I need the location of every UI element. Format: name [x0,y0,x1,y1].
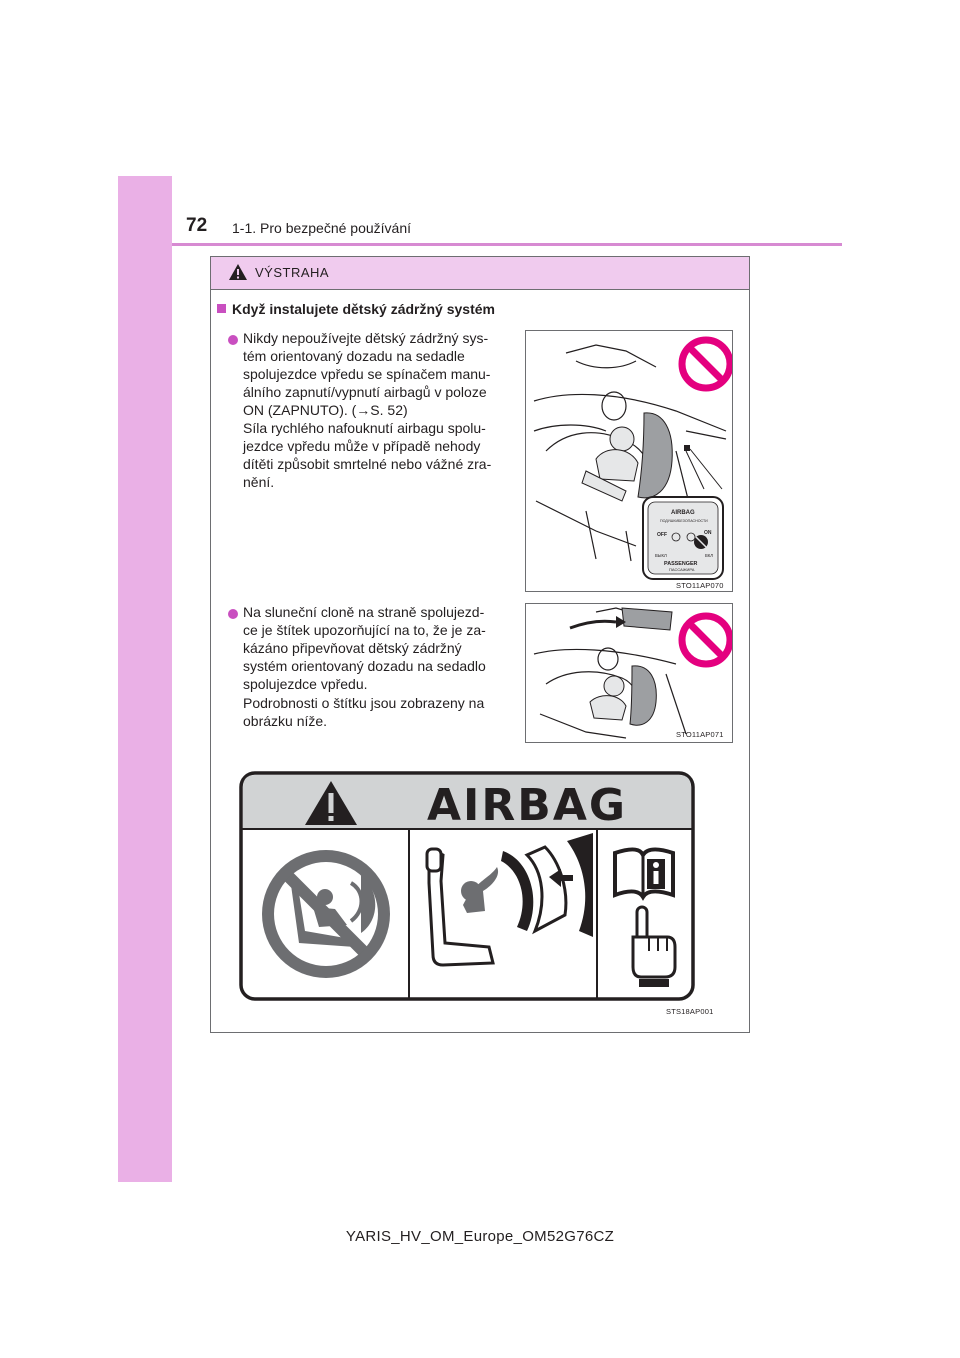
text-line: spolujezdce vpředu. [243,676,368,692]
warning-title: VÝSTRAHA [255,265,330,280]
text-line: tém orientovaný dozadu na sedadle [243,348,465,364]
prohibition-icon [682,340,730,388]
text-line: systém orientovaný dozadu na sedadlo [243,658,486,674]
text-line: nění. [243,474,275,490]
square-bullet-icon [217,304,226,313]
header-rule [172,243,842,246]
bullet-dot-icon [228,335,238,345]
figure-airbag-switch [525,330,733,592]
bullet-1-text [243,329,516,491]
text-line: ce je štítek upozorňující na to, že je za- [243,622,486,638]
warning-subheading [217,301,495,317]
switch-passenger-ru-text: ПАССАЖИРА [669,567,695,572]
figure-code: STO11AP070 [676,581,724,590]
page-number: 72 [186,215,208,236]
text-line: jezdce vpředu může v případě nehody [243,438,481,454]
airbag-warning-label [239,771,695,1001]
section-title: 1-1. Pro bezpečné používání [232,220,412,236]
switch-passenger-text: PASSENGER [664,561,698,567]
no-child-seat-icon [262,850,390,978]
text-line: Síla rychlého nafouknutí airbagu spolu- [243,420,486,436]
switch-off-ru-text: ВЫКЛ [655,553,667,558]
car-interior-illustration [526,331,732,591]
label-code: STS18AP001 [666,1007,714,1016]
footer-document-id: YARIS_HV_OM_Europe_OM52G76CZ [345,1228,615,1245]
text-line: Podrobnosti o štítku jsou zobrazeny na [243,695,485,711]
switch-on-text: ON [704,530,712,536]
bullet-dot-icon [228,609,238,619]
switch-cyrillic-text: ПОДУШКИБЕЗОПАСНОСТИ [660,519,708,523]
prohibition-icon [682,616,730,664]
warning-header [211,257,749,290]
text-line: dítěti způsobit smrtelné nebo vážné zra- [243,456,492,472]
bullet-2-text [243,603,516,693]
switch-on-ru-text: ВКЛ [705,553,713,558]
switch-off-text: OFF [657,532,667,538]
bullet-2-extra-text [243,694,516,730]
subheading-text: Když instalujete dětský zádržný systém [232,301,495,317]
text-line: Nikdy nepoužívejte dětský zádržný sys- [243,330,489,346]
warning-triangle-icon [228,263,248,281]
figure-sun-visor [525,603,733,743]
sun-visor-illustration [526,604,732,742]
manual-book-icon [615,849,673,897]
chapter-side-tab [118,176,172,1182]
switch-airbag-text: AIRBAG [671,510,695,516]
warning-box [210,256,750,1033]
text-line: Na sluneční cloně na straně spolujezd- [243,604,485,620]
text-line: álního zapnutí/vypnutí airbagů v poloze [243,384,487,400]
text-line: kázáno připevňovat dětský zádržný [243,640,462,656]
figure-code: STO11AP071 [676,730,724,739]
text-line: obrázku níže. [243,713,328,729]
airbag-label-text: AIRBAG [427,780,628,831]
text-line: ON (ZAPNUTO). (→S. 52) [243,402,408,418]
text-line: spolujezdce vpředu se spínačem manu- [243,366,491,382]
